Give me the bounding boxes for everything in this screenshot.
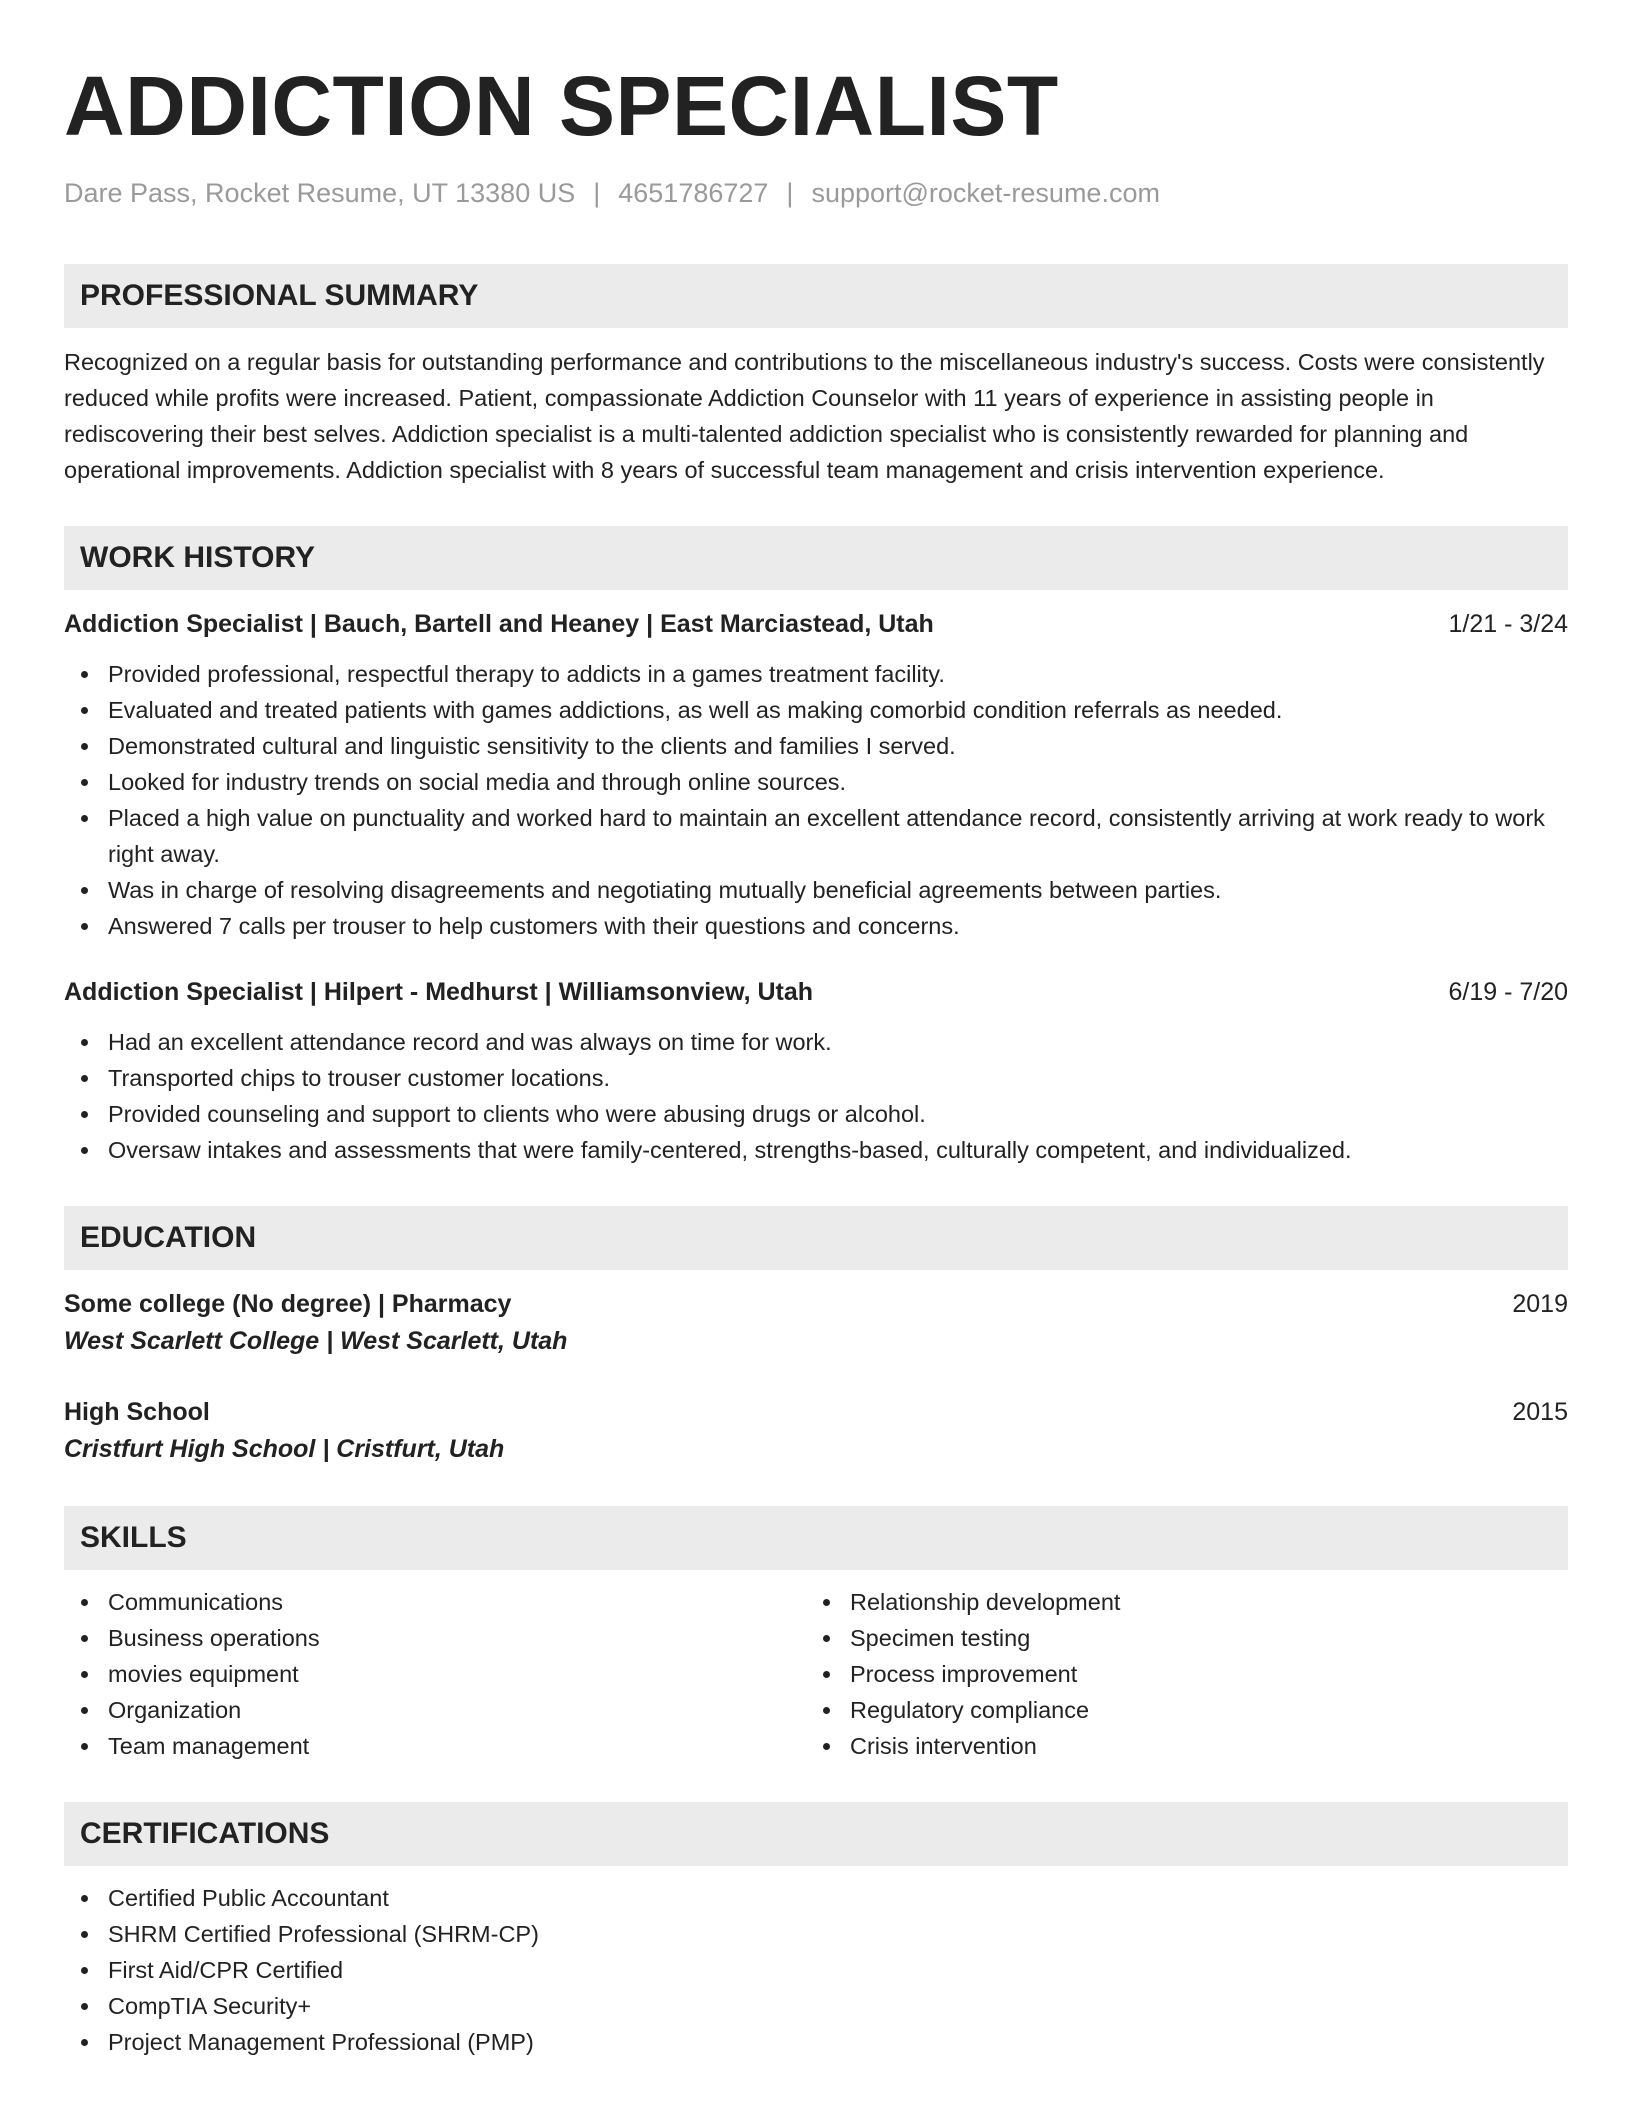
skill-item: Specimen testing <box>806 1620 1548 1656</box>
job-title: Addiction Specialist | Hilpert - Medhurst | Williamsonview, Utah <box>64 978 814 1006</box>
skills-list-right <box>806 1584 1548 1764</box>
skill-item: Crisis intervention <box>806 1728 1548 1764</box>
candidate-name: ADDICTION SPECIALIST <box>64 59 1059 153</box>
skill-item: Communications <box>64 1584 806 1620</box>
job-bullet: Demonstrated cultural and linguistic sensitivity to the clients and families I served. <box>64 728 1568 764</box>
job-bullet: Provided professional, respectful therapy to addicts in a games treatment facility. <box>64 656 1568 692</box>
job-bullet: Answered 7 calls per trouser to help customers with their questions and concerns. <box>64 908 1568 944</box>
job-bullet: Placed a high value on punctuality and worked hard to maintain an excellent attendance record, consistently arriving at work ready to work right away. <box>64 800 1568 872</box>
skills-columns <box>64 1584 1568 1764</box>
education-degree: Some college (No degree) | Pharmacy <box>64 1290 512 1318</box>
job-header <box>64 974 1568 1010</box>
certifications-heading: CERTIFICATIONS <box>64 1802 1568 1866</box>
skills-list-left <box>64 1584 806 1764</box>
education-header <box>64 1286 1568 1322</box>
work-history-heading: WORK HISTORY <box>64 526 1568 590</box>
job-title: Addiction Specialist | Bauch, Bartell and Heaney | East Marciastead, Utah <box>64 610 934 638</box>
summary-text: Recognized on a regular basis for outstanding performance and contributions to the miscellaneous industry's success. Costs were consistently reduced while profits were increased. Patient, compassionate Addiction Counselor with 11 years of experience in assisting people in rediscovering their best selves. Addiction specialist is a multi-talented addiction specialist who is consistently rewarded for planning and operational improvements. Addiction specialist with 8 years of successful team management and crisis intervention experience. <box>64 349 1545 483</box>
job-entry <box>64 606 1568 944</box>
certification-item: First Aid/CPR Certified <box>64 1952 1568 1988</box>
job-bullets <box>64 656 1568 944</box>
contact-separator: | <box>786 178 794 208</box>
certification-item: CompTIA Security+ <box>64 1988 1568 2024</box>
certifications-list <box>64 1880 1568 2060</box>
job-bullet: Transported chips to trouser customer locations. <box>64 1060 1568 1096</box>
education-year: 2019 <box>1512 1290 1568 1318</box>
education-school: Cristfurt High School | Cristfurt, Utah <box>64 1435 505 1463</box>
contact-address: Dare Pass, Rocket Resume, UT 13380 US <box>64 178 576 208</box>
contact-email: support@rocket-resume.com <box>811 178 1160 208</box>
job-bullet: Provided counseling and support to clients who were abusing drugs or alcohol. <box>64 1096 1568 1132</box>
job-entry <box>64 974 1568 1168</box>
job-bullet: Was in charge of resolving disagreements and negotiating mutually beneficial agreements between parties. <box>64 872 1568 908</box>
job-dates: 6/19 - 7/20 <box>1448 978 1568 1006</box>
skill-item: Relationship development <box>806 1584 1548 1620</box>
summary-heading: PROFESSIONAL SUMMARY <box>64 264 1568 328</box>
education-entry <box>64 1286 1568 1360</box>
education-section <box>64 1206 1568 1468</box>
education-entry <box>64 1394 1568 1468</box>
contact-line <box>64 176 1568 210</box>
skill-item: movies equipment <box>64 1656 806 1692</box>
education-header <box>64 1394 1568 1430</box>
certifications-section <box>64 1802 1568 2060</box>
job-dates: 1/21 - 3/24 <box>1448 610 1568 638</box>
contact-separator: | <box>593 178 601 208</box>
skills-heading: SKILLS <box>64 1506 1568 1570</box>
skill-item: Business operations <box>64 1620 806 1656</box>
skill-item: Team management <box>64 1728 806 1764</box>
education-heading: EDUCATION <box>64 1206 1568 1270</box>
job-bullet: Looked for industry trends on social media and through online sources. <box>64 764 1568 800</box>
skill-item: Regulatory compliance <box>806 1692 1548 1728</box>
skill-item: Organization <box>64 1692 806 1728</box>
certification-item: SHRM Certified Professional (SHRM-CP) <box>64 1916 1568 1952</box>
certification-item: Certified Public Accountant <box>64 1880 1568 1916</box>
education-school: West Scarlett College | West Scarlett, Utah <box>64 1327 568 1355</box>
job-bullet: Oversaw intakes and assessments that were family-centered, strengths-based, culturally competent, and individualized. <box>64 1132 1568 1168</box>
job-bullets <box>64 1024 1568 1168</box>
job-header <box>64 606 1568 642</box>
work-history-section <box>64 526 1568 1168</box>
contact-phone: 4651786727 <box>618 178 769 208</box>
education-degree: High School <box>64 1398 210 1426</box>
certification-item: Project Management Professional (PMP) <box>64 2024 1568 2060</box>
skills-section <box>64 1506 1568 1764</box>
education-year: 2015 <box>1512 1398 1568 1426</box>
skill-item: Process improvement <box>806 1656 1548 1692</box>
job-bullet: Evaluated and treated patients with games addictions, as well as making comorbid condition referrals as needed. <box>64 692 1568 728</box>
job-bullet: Had an excellent attendance record and was always on time for work. <box>64 1024 1568 1060</box>
summary-section <box>64 264 1568 488</box>
